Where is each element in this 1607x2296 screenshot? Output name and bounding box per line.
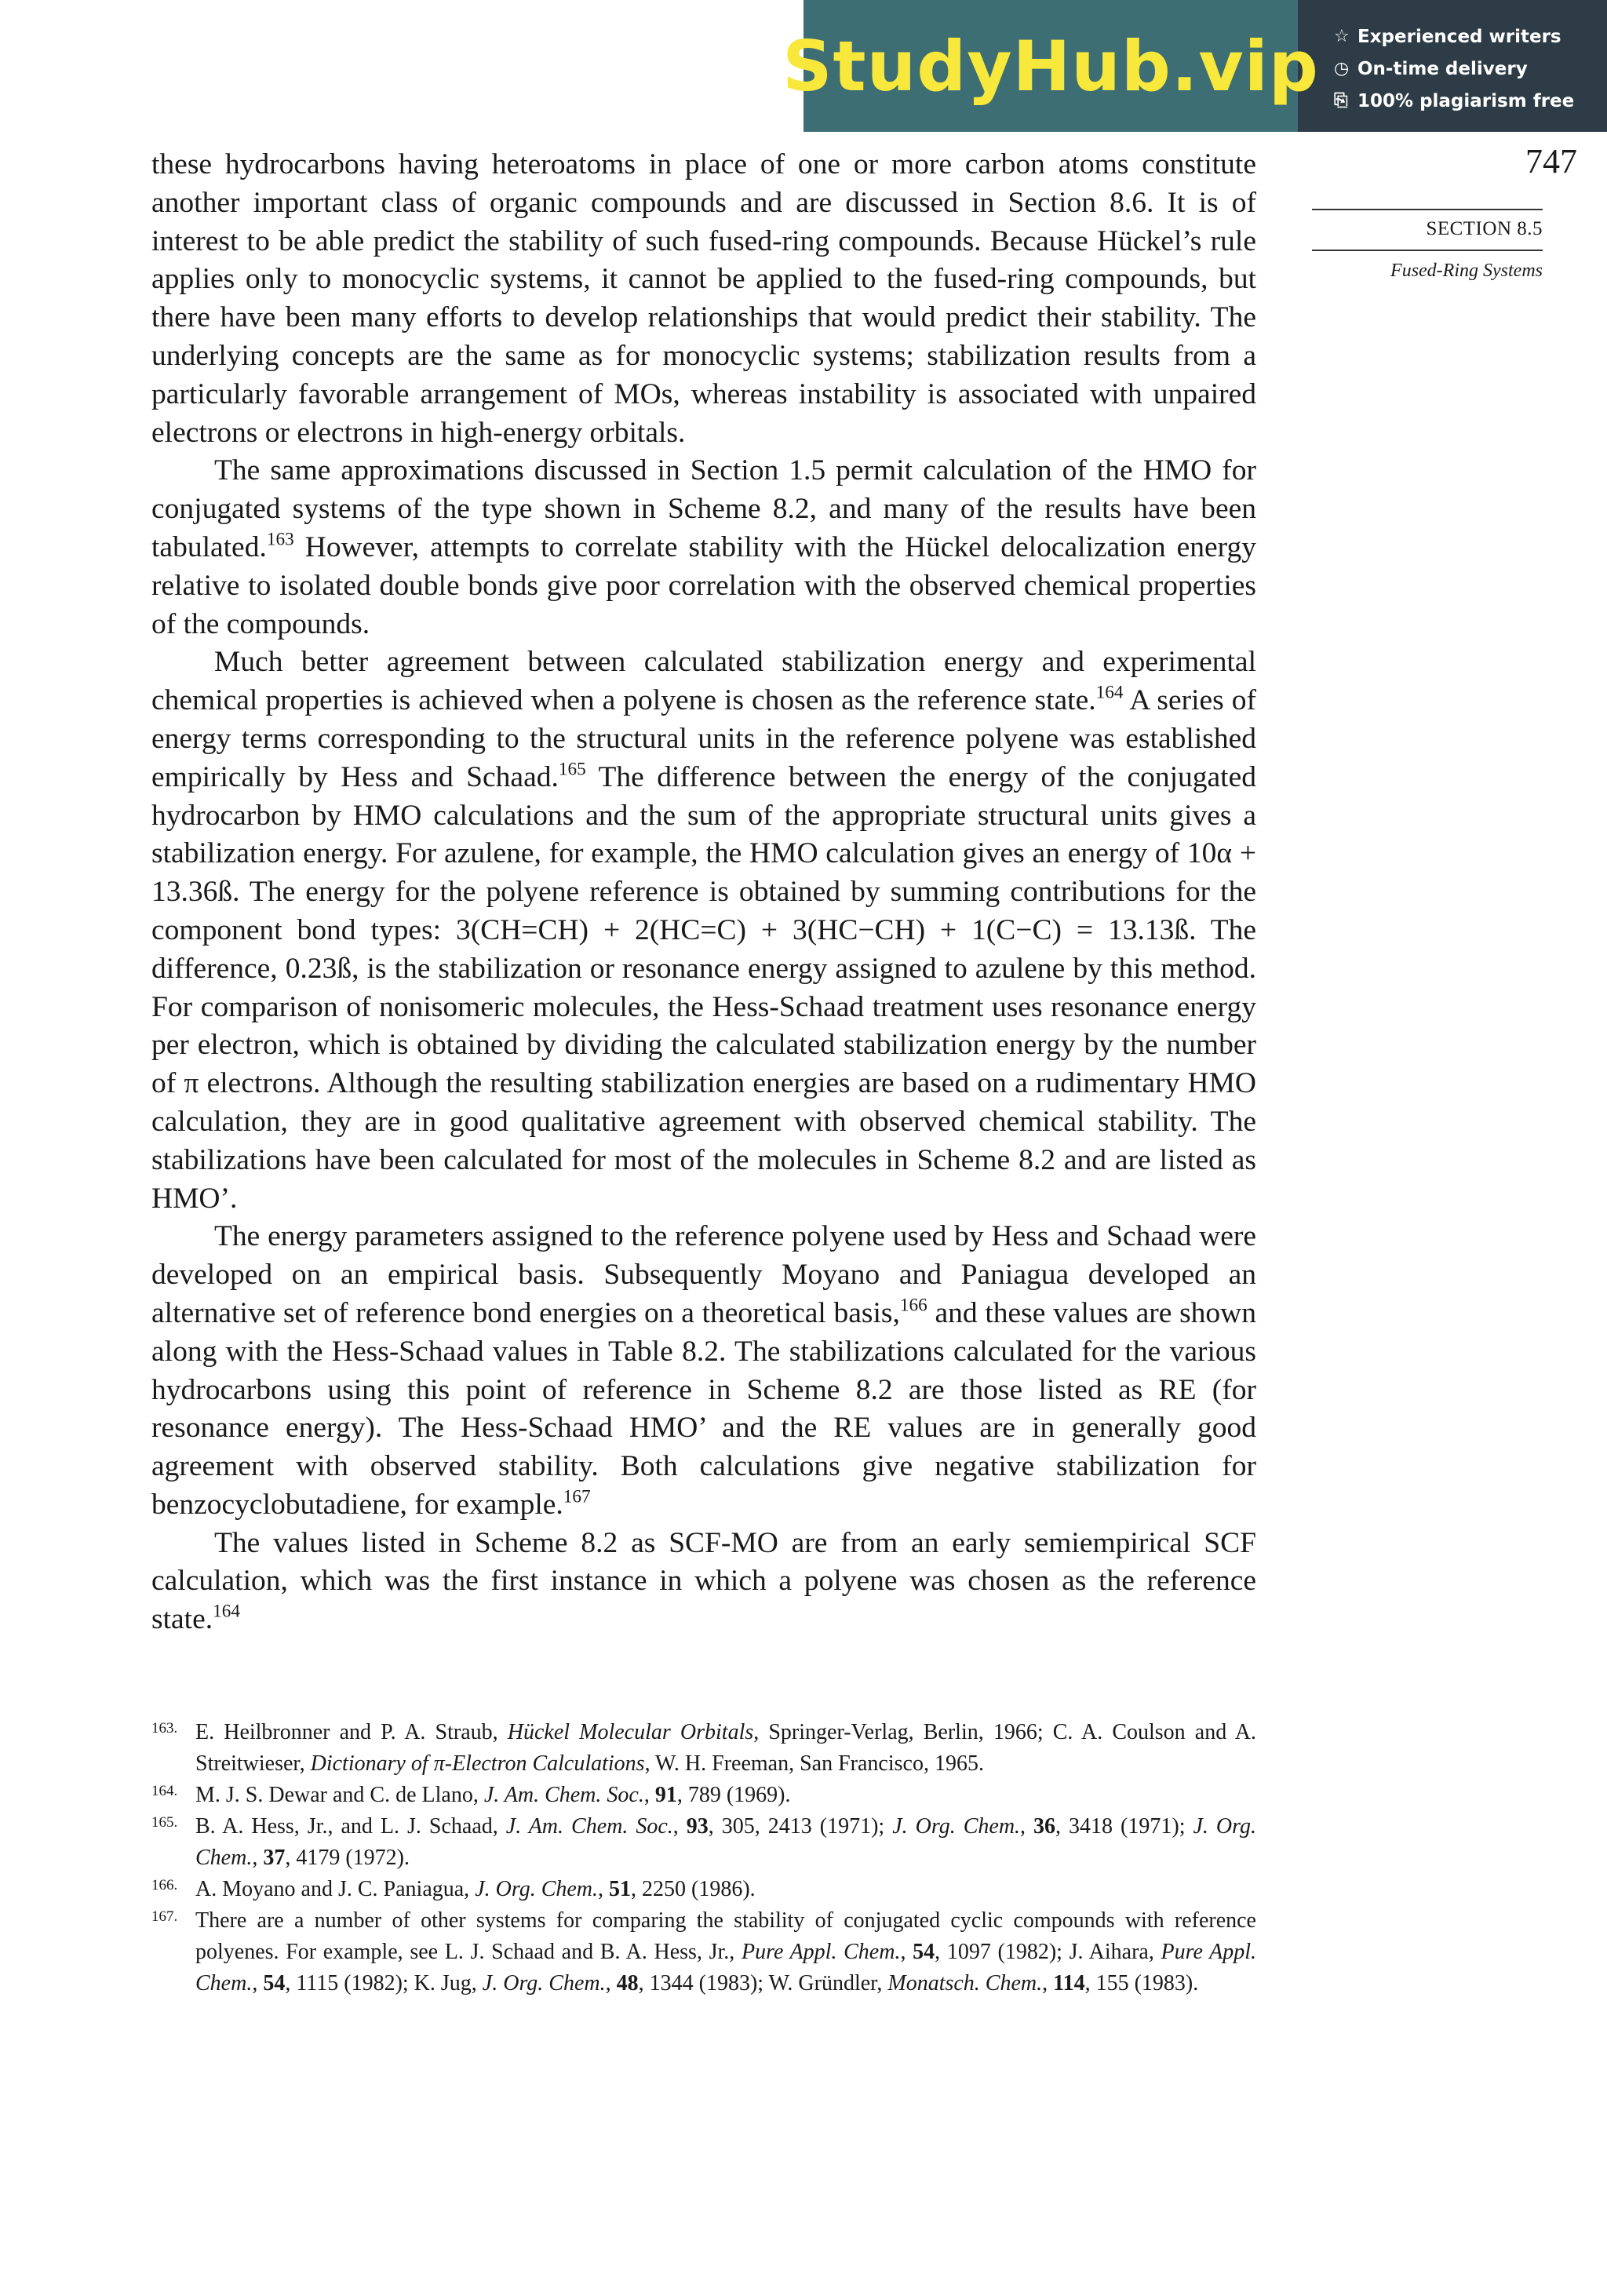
banner-feature-label: 100% plagiarism free — [1357, 90, 1575, 111]
footnote-text: B. A. Hess, Jr., and L. J. Schaad, J. Am. Chem. Soc., 93, 305, 2413 (1971); J. Org. Chem., 36, 3418 (1971); J. Org. Chem., 37, 4179 (1972). — [195, 1814, 1256, 1870]
footnote-ref: 165 — [558, 759, 586, 780]
document-check-icon: ⎘ — [1334, 91, 1348, 111]
footnote — [151, 1874, 1256, 1905]
section-title: Fused-Ring Systems — [1390, 261, 1543, 281]
footnote — [151, 1717, 1256, 1780]
body-paragraph: The energy parameters assigned to the reference polyene used by Hess and Schaad were developed on an empirical basis. Subsequently Moyano and Paniagua developed an alternative set of reference bond energies on a theoretical basis,$^{166}$ and these values are shown along with the Hess-Schaad values in Table 8.2. The stabilizations calculated for the various hydrocarbons using this point of reference in Scheme 8.2 are those listed as RE (for resonance energy). The Hess-Schaad HMO’ and the RE values are in generally good agreement with observed stability. Both calculations give negative stabilization for benzocyclobutadiene, for example.$^{167}$ — [151, 1220, 1256, 1521]
footnote-number: 163. — [151, 1720, 178, 1737]
footnote-text: A. Moyano and J. C. Paniagua, J. Org. Chem., 51, 2250 (1986). — [195, 1877, 756, 1901]
footnote-number: 167. — [151, 1908, 178, 1925]
footnote-ref: 167 — [563, 1486, 591, 1507]
body-paragraph: these hydrocarbons having heteroatoms in place of one or more carbon atoms constitute another important class of organic compounds and are discussed in Section 8.6. It is of interest to be able predict the stability of such fused-ring compounds. Because Hückel’s rule applies only to monocyclic systems, it cannot be applied to the fused-ring compounds, but there have been many efforts to develop relationships that would predict their stability. The underlying concepts are the same as for monocyclic systems; stabilization results from a particularly favorable arrangement of MOs, whereas instability is associated with unpaired electrons or electrons in high-energy orbitals. — [151, 148, 1256, 449]
page-number: 747 — [1525, 142, 1577, 180]
footnote-text: M. J. S. Dewar and C. de Llano, J. Am. Chem. Soc., 91, 789 (1969). — [195, 1783, 791, 1807]
banner-feature-label: On-time delivery — [1357, 58, 1528, 79]
star-icon: ☆ — [1334, 27, 1350, 46]
studyhub-banner[interactable] — [782, 0, 1607, 132]
footnote-ref: 164 — [213, 1601, 240, 1622]
footnote — [151, 1780, 1256, 1811]
body-paragraph: Much better agreement between calculated stabilization energy and experimental chemical properties is achieved when a polyene is chosen as the reference state.$^{164}$ A series of energy terms corresponding to the structural units in the reference polyene was established empirically by Hess and Schaad.$^{165}$ The difference between the energy of the conjugated hydrocarbon by HMO calculations and the sum of the appropriate structural units gives a stabilization energy. For azulene, for example, the HMO calculation gives an energy of 10α + 13.36ß. The energy for the polyene reference is obtained by summing contributions for the component bond types: 3(CH=CH) + 2(HC=C) + 3(HC−CH) + 1(C−C) = 13.13ß. The difference, 0.23ß, is the stabilization or resonance energy assigned to azulene by this method. For comparison of nonisomeric molecules, the Hess-Schaad treatment uses resonance energy per electron, which is obtained by dividing the calculated stabilization energy by the number of π electrons. Although the resulting stabilization energies are based on a rudimentary HMO calculation, they are in good qualitative agreement with observed chemical stability. The stabilizations have been calculated for most of the molecules in Scheme 8.2 and are listed as HMO’. — [151, 646, 1256, 1215]
footnote-ref: 163 — [266, 529, 294, 550]
footnote — [151, 1905, 1256, 1999]
banner-feature-list — [1298, 0, 1607, 132]
footnote-number: 164. — [151, 1783, 178, 1799]
body-text — [151, 146, 1256, 1639]
body-paragraph: The same approximations discussed in Section 1.5 permit calculation of the HMO for conjugated systems of the type shown in Scheme 8.2, and many of the results have been tabulated.$^{163}$ However, attempts to correlate stability with the Hückel delocalization energy relative to isolated double bonds give poor correlation with the observed chemical properties of the compounds. — [151, 454, 1256, 640]
margin-divider — [1312, 209, 1543, 210]
footnote — [151, 1811, 1256, 1874]
footnotes — [151, 1717, 1256, 1999]
footnote-text: There are a number of other systems for comparing the stability of conjugated cyclic compounds with reference polyenes. For example, see L. J. Schaad and B. A. Hess, Jr., Pure Appl. Chem., 54, 1097 (1982); J. Aihara, Pure Appl. Chem., 54, 1115 (1982); K. Jug, J. Org. Chem., 48, 1344 (1983); W. Gründler, Monatsch. Chem., 114, 155 (1983). — [195, 1908, 1256, 1995]
footnote-ref: 166 — [899, 1295, 927, 1316]
banner-feature-label: Experienced writers — [1357, 26, 1561, 47]
body-paragraph: The values listed in Scheme 8.2 as SCF-MO are from an early semiempirical SCF calculation, which was the first instance in which a polyene was chosen as the reference state.$^{164}$ — [151, 1526, 1256, 1636]
footnote-number: 165. — [151, 1814, 178, 1831]
footnote-number: 166. — [151, 1877, 178, 1893]
banner-feature-plagiarism — [1334, 85, 1607, 117]
banner-feature-delivery — [1334, 53, 1607, 85]
studyhub-logo[interactable]: StudyHub.vip — [804, 0, 1298, 132]
clock-icon: ◷ — [1334, 59, 1350, 78]
margin-divider — [1312, 250, 1543, 251]
section-label: SECTION 8.5 — [1426, 218, 1543, 239]
footnote-ref: 164 — [1095, 682, 1124, 703]
footnote-text: E. Heilbronner and P. A. Straub, Hückel Molecular Orbitals, Springer-Verlag, Berlin, 1966; C. A. Coulson and A. Streitwieser, Dictionary of π-Electron Calculations, W. H. Freeman, San Francisco, 1965. — [195, 1720, 1256, 1776]
banner-feature-writers — [1334, 20, 1607, 53]
